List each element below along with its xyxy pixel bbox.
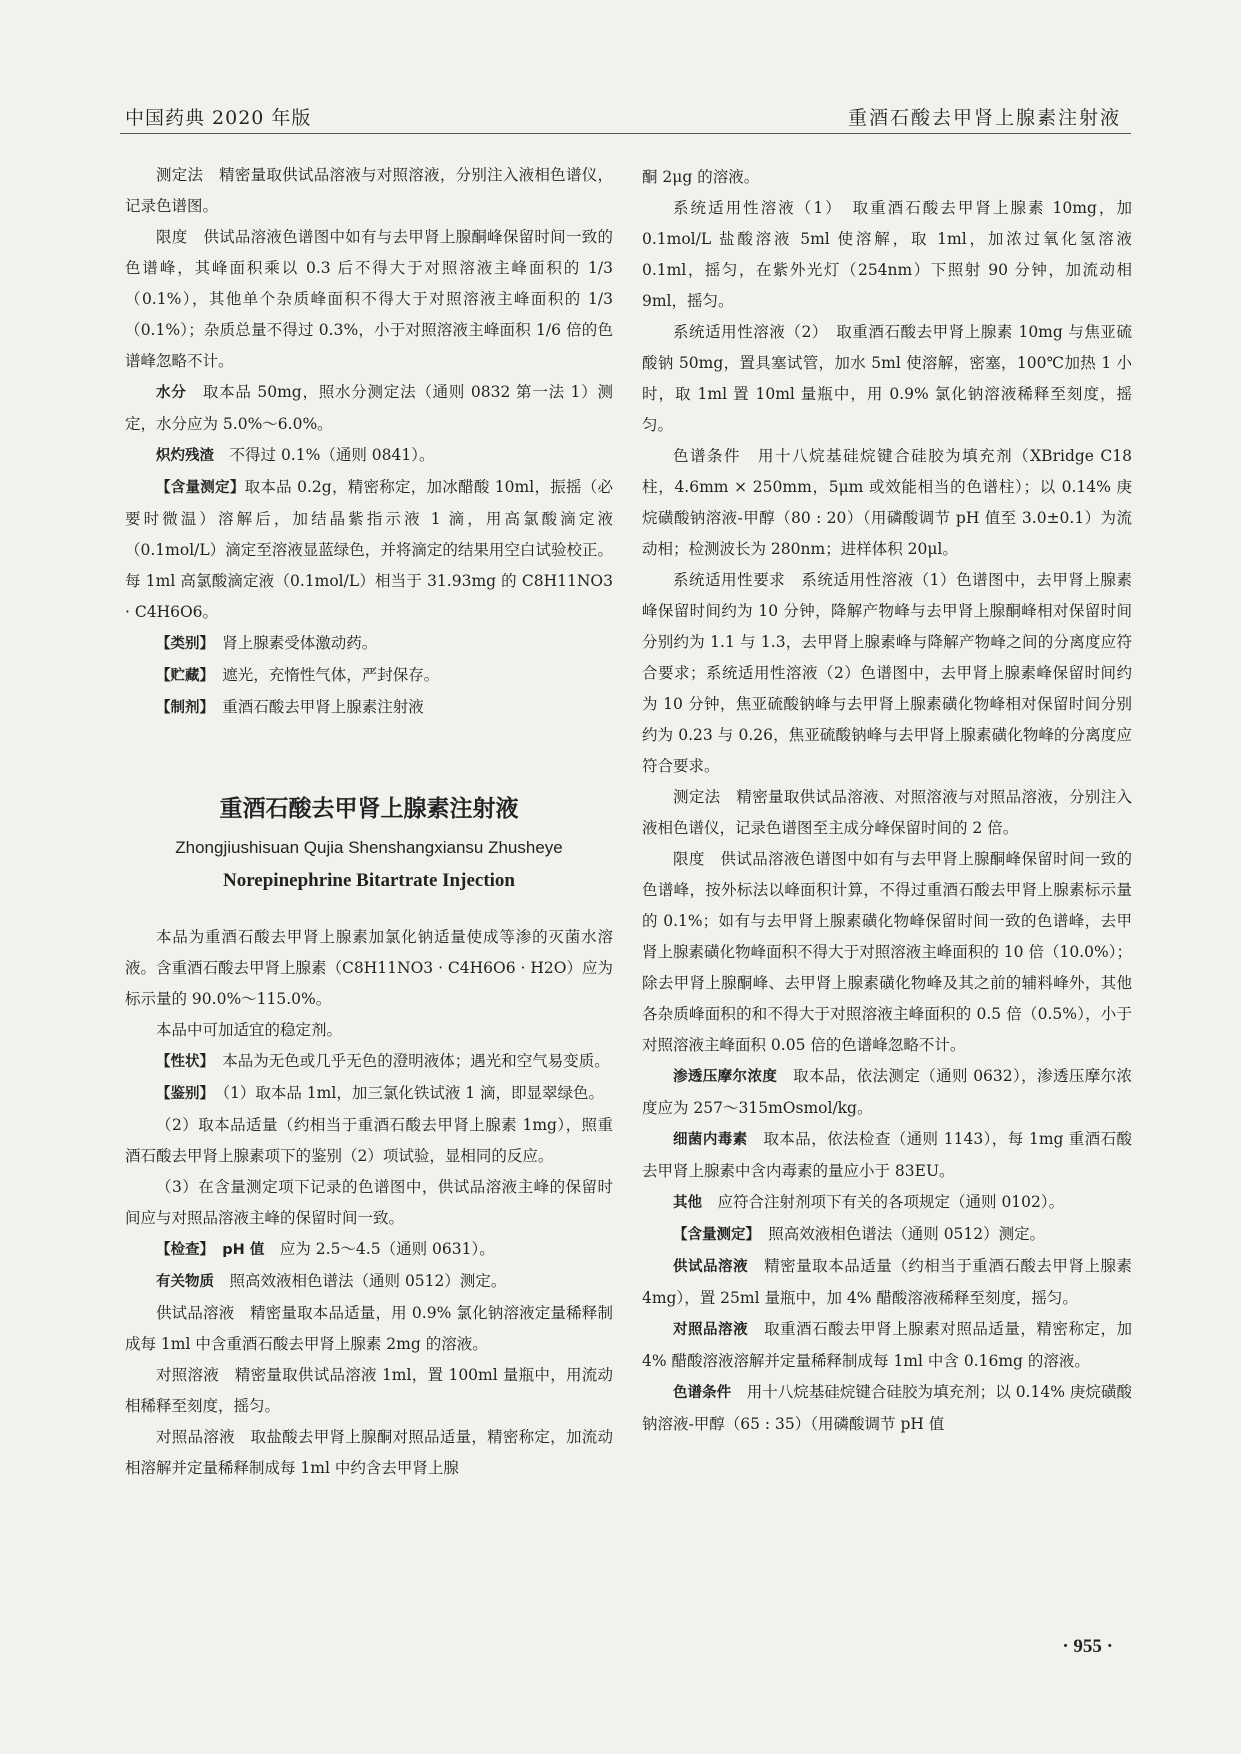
section-label: 其他 — [673, 1195, 702, 1211]
section-label: 系统适用性溶液（1） — [673, 199, 836, 217]
section-sublabel: pH 值 — [222, 1242, 265, 1258]
paragraph-text: 遮光，充惰性气体，严封保存。 — [222, 666, 440, 684]
paragraph — [125, 377, 613, 440]
paragraph — [125, 1078, 613, 1110]
section-label: 【制剂】 — [156, 700, 207, 716]
paragraph-text: 不得过 0.1%（通则 0841）。 — [229, 446, 435, 464]
paragraph-text: 取本品 50mg，照水分测定法（通则 0832 第一法 1）测定，水分应为 5.0%～6.0%。 — [125, 383, 613, 433]
section-label: 测定法 — [673, 788, 721, 806]
section-label: 有关物质 — [156, 1274, 214, 1290]
paragraph — [125, 692, 613, 724]
paragraph — [125, 1172, 613, 1234]
paragraph — [642, 1187, 1132, 1219]
monograph-title-english: Norepinephrine Bitartrate Injection — [223, 870, 515, 891]
paragraph-text: 照高效液相色谱法（通则 0512）测定。 — [229, 1272, 507, 1290]
paragraph — [125, 1234, 613, 1266]
paragraph-text: （2）取本品适量（约相当于重酒石酸去甲肾上腺素 1mg），照重酒石酸去甲肾上腺素项下的鉴别（2）项试验，显相同的反应。 — [125, 1116, 613, 1165]
section-label: 限度 — [156, 228, 188, 246]
paragraph — [125, 922, 613, 1015]
section-label: 系统适用性溶液（2） — [673, 323, 821, 341]
paragraph — [642, 162, 1132, 193]
paragraph — [125, 1110, 613, 1172]
paragraph — [125, 1015, 613, 1046]
monograph-title-pinyin: Zhongjiushisuan Qujia Shenshangxiansu Zhusheye — [175, 838, 563, 857]
section-label: 【含量测定】 — [156, 480, 245, 496]
section-label: 【性状】 — [156, 1054, 207, 1070]
paragraph-text: 精密量取供试品溶液 1ml，置 100ml 量瓶中，用流动相稀释至刻度，摇匀。 — [125, 1366, 613, 1415]
paragraph-text: 系统适用性溶液（1）色谱图中，去甲肾上腺素峰保留时间约为 10 分钟，降解产物峰与去甲肾上腺酮峰相对保留时间分别约为 1.1 与 1.3，去甲肾上腺素峰与降解产物峰之间的分离度应符合要求；系统适用性溶液（2）色谱图中，去甲肾上腺素峰保留时间约为 10 分钟，焦亚硫酸钠峰与去甲肾上腺素磺化物峰相对保留时间分别约为 0.23 与 0.26，焦亚硫酸钠峰与去甲肾上腺素磺化物峰的分离度应符合要求。 — [642, 571, 1132, 775]
section-label: 供试品溶液 — [156, 1304, 235, 1322]
paragraph-text: 取本品，依法测定（通则 0632），渗透压摩尔浓度应为 257～315mOsmol/kg。 — [642, 1067, 1132, 1117]
paragraph — [642, 1251, 1132, 1314]
paragraph-text: 本品为无色或几乎无色的澄明液体；遇光和空气易变质。 — [222, 1052, 610, 1070]
paragraph-text: 用十八烷基硅烷键合硅胶为填充剂（XBridge C18 柱，4.6mm × 250mm，5μm 或效能相当的色谱柱）；以 0.14% 庚烷磺酸钠溶液-甲醇（80 : 20）（用磷酸调节 pH 值至 3.0±0.1）为流动相；检测波长为 280nm；进样体积 20μl。 — [642, 447, 1132, 558]
section-label: 【类别】 — [156, 636, 207, 652]
section-label: 色谱条件 — [673, 447, 742, 465]
paragraph-text: 供试品溶液色谱图中如有与去甲肾上腺酮峰保留时间一致的色谱峰，按外标法以峰面积计算，不得过重酒石酸去甲肾上腺素标示量的 0.1%；如有与去甲肾上腺素磺化物峰保留时间一致的色谱峰，去甲肾上腺素磺化物峰面积不得大于对照溶液主峰面积的 10 倍（10.0%）；除去甲肾上腺酮峰、去甲肾上腺素磺化物峰及其之前的辅料峰外，其他各杂质峰面积的和不得大于对照溶液主峰面积的 0.5 倍（0.5%），小于对照溶液主峰面积 0.05 倍的色谱峰忽略不计。 — [642, 850, 1132, 1054]
paragraph-text: （3）在含量测定项下记录的色谱图中，供试品溶液主峰的保留时间应与对照品溶液主峰的保留时间一致。 — [125, 1178, 613, 1227]
section-label: 【贮藏】 — [156, 668, 207, 684]
paragraph-text: 应符合注射剂项下有关的各项规定（通则 0102）。 — [717, 1193, 1065, 1211]
paragraph-text: 取本品，依法检查（通则 1143），每 1mg 重酒石酸去甲肾上腺素中含内毒素的量应小于 83EU。 — [642, 1130, 1132, 1180]
section-label: 供试品溶液 — [673, 1259, 749, 1275]
running-header-left: 中国药典 2020 年版 — [125, 107, 312, 129]
header-divider — [120, 133, 1131, 134]
paragraph-text: 本品中可加适宜的稳定剂。 — [156, 1021, 343, 1039]
running-header-right: 重酒石酸去甲肾上腺素注射液 — [847, 107, 1121, 129]
paragraph-text: 本品为重酒石酸去甲肾上腺素加氯化钠适量使成等渗的灭菌水溶液。含重酒石酸去甲肾上腺素（C8H11NO3 · C4H6O6 · H2O）应为标示量的 90.0%～115.0%。 — [125, 928, 613, 1008]
paragraph — [125, 1046, 613, 1078]
paragraph-text: 精密量取本品适量（约相当于重酒石酸去甲肾上腺素 4mg），置 25ml 量瓶中，加 4% 醋酸溶液稀释至刻度，摇匀。 — [642, 1257, 1132, 1307]
paragraph-text: 照高效液相色谱法（通则 0512）测定。 — [768, 1225, 1046, 1243]
paragraph — [125, 472, 613, 628]
left-column — [125, 160, 613, 1484]
paragraph-text: 精密量取本品适量，用 0.9% 氯化钠溶液定量稀释制成每 1ml 中含重酒石酸去甲肾上腺素 2mg 的溶液。 — [125, 1304, 613, 1353]
paragraph-text: （1）取本品 1ml，加三氯化铁试液 1 滴，即显翠绿色。 — [222, 1084, 605, 1102]
paragraph-text: 精密量取供试品溶液与对照溶液，分别注入液相色谱仪，记录色谱图。 — [125, 166, 613, 215]
paragraph — [642, 193, 1132, 317]
section-label: 系统适用性要求 — [673, 571, 786, 589]
paragraph — [642, 1061, 1132, 1124]
paragraph — [642, 782, 1132, 844]
paragraph — [125, 660, 613, 692]
section-label: 测定法 — [156, 166, 204, 184]
paragraph — [125, 1298, 613, 1360]
paragraph — [125, 1266, 613, 1298]
monograph-title-chinese: 重酒石酸去甲肾上腺素注射液 — [219, 796, 519, 822]
section-label: 【检查】 — [156, 1242, 207, 1258]
section-label: 对照溶液 — [156, 1366, 220, 1384]
paragraph-text: 取重酒石酸去甲肾上腺素 10mg，加 0.1mol/L 盐酸溶液 5ml 使溶解，取 1ml，加浓过氧化氢溶液 0.1ml，摇匀，在紫外光灯（254nm）下照射 90 分钟，加流动相 9ml，摇匀。 — [642, 199, 1132, 310]
page-number: · 955 · — [1062, 1636, 1113, 1657]
section-label: 色谱条件 — [673, 1385, 732, 1401]
section-label: 水分 — [156, 385, 187, 401]
paragraph — [642, 441, 1132, 565]
monograph-title-block — [125, 792, 613, 896]
paragraph — [642, 1314, 1132, 1377]
section-label: 对照品溶液 — [673, 1322, 749, 1338]
paragraph-text: 精密量取供试品溶液、对照溶液与对照品溶液，分别注入液相色谱仪，记录色谱图至主成分峰保留时间的 2 倍。 — [642, 788, 1132, 837]
paragraph — [642, 1124, 1132, 1187]
section-label: 炽灼残渣 — [156, 448, 214, 464]
section-label: 对照品溶液 — [156, 1428, 235, 1446]
paragraph-text: 应为 2.5～4.5（通则 0631）。 — [279, 1240, 495, 1258]
paragraph-text: 取盐酸去甲肾上腺酮对照品适量，精密称定，加流动相溶解并定量稀释制成每 1ml 中约含去甲肾上腺 — [125, 1428, 613, 1477]
paragraph — [125, 222, 613, 377]
right-column — [642, 162, 1132, 1440]
paragraph-text: 取重酒石酸去甲肾上腺素 10mg 与焦亚硫酸钠 50mg，置具塞试管，加水 5ml 使溶解，密塞，100℃加热 1 小时，取 1ml 置 10ml 量瓶中，用 0.9% 氯化钠溶液稀释至刻度，摇匀。 — [642, 323, 1132, 434]
paragraph — [642, 844, 1132, 1061]
paragraph-text: 用十八烷基硅烷键合硅胶为填充剂；以 0.14% 庚烷磺酸钠溶液-甲醇（65 : 35）（用磷酸调节 pH 值 — [642, 1383, 1132, 1433]
section-label: 渗透压摩尔浓度 — [673, 1069, 778, 1085]
paragraph-text: 取本品 0.2g，精密称定，加冰醋酸 10ml，振摇（必要时微温）溶解后，加结晶紫指示液 1 滴，用高氯酸滴定液（0.1mol/L）滴定至溶液显蓝绿色，并将滴定的结果用空白试验校正。每 1ml 高氯酸滴定液（0.1mol/L）相当于 31.93mg 的 C8H11NO3 · C4H6O6。 — [125, 478, 614, 621]
paragraph-text: 取重酒石酸去甲肾上腺素对照品适量，精密称定，加 4% 醋酸溶液溶解并定量稀释制成每 1ml 中含 0.16mg 的溶液。 — [642, 1320, 1132, 1370]
paragraph-text: 重酒石酸去甲肾上腺素注射液 — [222, 698, 424, 716]
paragraph-text: 酮 2μg 的溶液。 — [642, 168, 760, 186]
section-label: 【鉴别】 — [156, 1086, 207, 1102]
paragraph — [642, 1377, 1132, 1440]
section-label: 细菌内毒素 — [673, 1132, 748, 1148]
paragraph — [642, 317, 1132, 441]
paragraph — [125, 628, 613, 660]
paragraph — [125, 440, 613, 472]
paragraph — [125, 160, 613, 222]
section-label: 限度 — [673, 850, 705, 868]
paragraph — [642, 565, 1132, 782]
paragraph — [125, 1360, 613, 1422]
paragraph-text: 肾上腺素受体激动药。 — [222, 634, 378, 652]
paragraph — [125, 1422, 613, 1484]
paragraph-text: 供试品溶液色谱图中如有与去甲肾上腺酮峰保留时间一致的色谱峰，其峰面积乘以 0.3 后不得大于对照溶液主峰面积的 1/3（0.1%），其他单个杂质峰面积不得大于对照溶液主峰面积的 1/3（0.1%）；杂质总量不得过 0.3%，小于对照溶液主峰面积 1/6 倍的色谱峰忽略不计。 — [125, 228, 613, 370]
paragraph — [642, 1219, 1132, 1251]
section-label: 【含量测定】 — [673, 1227, 753, 1243]
